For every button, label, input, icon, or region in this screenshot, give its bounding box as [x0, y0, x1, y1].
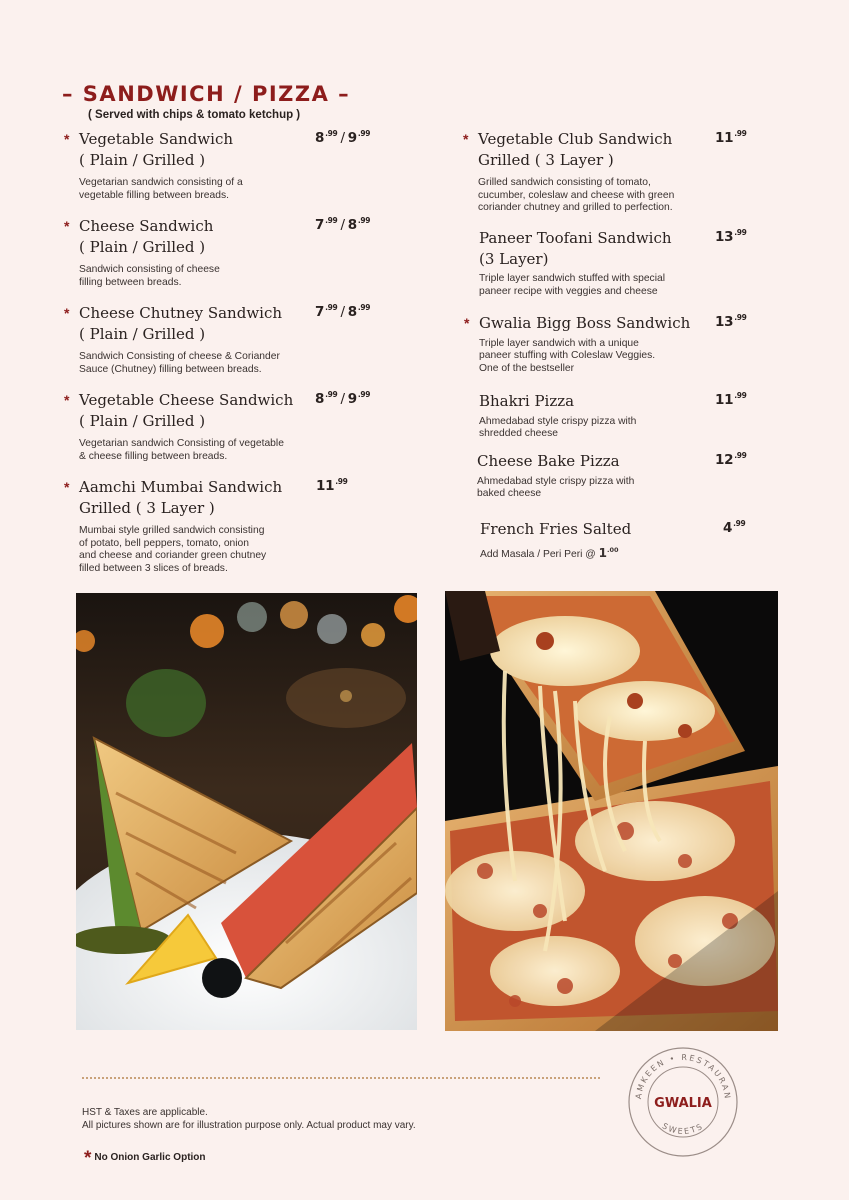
- svg-text:SWEETS: SWEETS: [660, 1121, 706, 1136]
- item-price: $11^{.99}$: [715, 391, 747, 408]
- item-description: Grilled sandwich consisting of tomato, cucumber, coleslaw and cheese with green coriander chutney and grilled to perfection.: [478, 177, 675, 214]
- pizza-photo: [445, 591, 778, 1031]
- menu-item: [463, 129, 778, 215]
- item-name: Vegetable Club Sandwich: [478, 130, 673, 148]
- no-onion-garlic-legend: * No Onion Garlic Option: [84, 1148, 206, 1169]
- item-name: Bhakri Pizza: [479, 392, 575, 410]
- svg-text:• NAMKEEN • RESTAURANT •: AMKEEN • RESTAURAN: [633, 1052, 733, 1101]
- item-description: Ahmedabad style crispy pizza with shredded cheese: [479, 415, 637, 440]
- menu-item: [64, 303, 379, 376]
- item-price: $8^{.99} / 9^{.99}$: [315, 129, 371, 146]
- item-price: $4^{.99}$: [723, 519, 746, 536]
- menu-item: [464, 313, 779, 375]
- menu-item: [64, 477, 379, 575]
- sandwich-photo: [76, 593, 417, 1030]
- item-description: Sandwich consisting of cheese filling between breads.: [79, 264, 220, 288]
- item-variant: ( Plain / Grilled ): [79, 150, 206, 169]
- item-description: Mumbai style grilled sandwich consisting of potato, bell peppers, tomato, onion and cheese and coriander green chutney filled between 3 slices of breads.: [79, 525, 267, 574]
- section-subtitle: ( Served with chips & tomato ketchup ): [88, 109, 301, 121]
- menu-item: [64, 390, 379, 463]
- section-title: – SANDWICH / PIZZA –: [62, 82, 351, 106]
- logo-seal-icon: [627, 1046, 739, 1158]
- no-onion-garlic-star-icon: *: [64, 218, 70, 234]
- item-name: Gwalia Bigg Boss Sandwich: [479, 314, 691, 332]
- item-description: Vegetarian sandwich Consisting of vegetable & cheese filling between breads.: [79, 438, 284, 462]
- item-name: Vegetable Cheese Sandwich: [79, 391, 294, 409]
- addon-price: $1^{.00}$: [598, 545, 619, 560]
- no-onion-garlic-star-icon: *: [64, 305, 70, 321]
- item-name: Cheese Sandwich: [79, 217, 214, 235]
- item-variant: (3 Layer): [479, 249, 549, 268]
- item-name: Aamchi Mumbai Sandwich: [79, 478, 283, 496]
- no-onion-garlic-star-icon: *: [463, 131, 469, 147]
- menu-item: [477, 451, 777, 501]
- item-price: $7^{.99} / 8^{.99}$: [315, 216, 371, 233]
- item-price: $13^{.99}$: [715, 313, 747, 330]
- gwalia-logo: [627, 1046, 739, 1158]
- menu-item: [479, 228, 779, 298]
- item-name: Vegetable Sandwich: [79, 130, 234, 148]
- item-name: French Fries Salted: [480, 520, 632, 538]
- tax-note: HST & Taxes are applicable.: [82, 1107, 208, 1118]
- item-price: $7^{.99} / 8^{.99}$: [315, 303, 371, 320]
- no-onion-garlic-star-icon: *: [464, 315, 470, 331]
- menu-item: [479, 391, 779, 441]
- item-description: Triple layer sandwich with a unique paneer stuffing with Coleslaw Veggies. One of the bestseller: [479, 337, 656, 374]
- star-icon: *: [84, 1148, 92, 1169]
- no-onion-garlic-star-icon: *: [64, 131, 70, 147]
- item-price: $13^{.99}$: [715, 228, 747, 245]
- menu-item: [480, 519, 780, 561]
- item-name: Cheese Bake Pizza: [477, 452, 620, 470]
- footer-notes: [82, 1107, 416, 1132]
- item-variant: ( Plain / Grilled ): [79, 237, 206, 256]
- item-variant: ( Plain / Grilled ): [79, 411, 206, 430]
- item-description: Ahmedabad style crispy pizza with baked cheese: [477, 475, 635, 500]
- item-description: Sandwich Consisting of cheese & Coriander Sauce (Chutney) filling between breads.: [79, 351, 280, 375]
- menu-item: [64, 129, 379, 202]
- item-variant: Grilled ( 3 Layer ): [79, 498, 215, 517]
- item-variant: ( Plain / Grilled ): [79, 324, 206, 343]
- item-description: Triple layer sandwich stuffed with special paneer recipe with veggies and cheese: [479, 273, 666, 297]
- item-variant: Grilled ( 3 Layer ): [478, 150, 614, 169]
- item-name: Paneer Toofani Sandwich: [479, 229, 672, 247]
- item-price: $11^{.99}$: [715, 129, 747, 146]
- illustration-note: All pictures shown are for illustration purpose only. Actual product may vary.: [82, 1119, 416, 1131]
- item-price: $11^{.99}$: [316, 477, 348, 494]
- footer-divider: [82, 1077, 600, 1079]
- item-addon: Add Masala / Peri Peri @ $1^{.00}$: [480, 545, 619, 560]
- no-onion-garlic-star-icon: *: [64, 392, 70, 408]
- no-onion-garlic-star-icon: *: [64, 479, 70, 495]
- item-description: Vegetarian sandwich consisting of a vegetable filling between breads.: [79, 177, 243, 201]
- item-price: $12^{.99}$: [715, 451, 747, 468]
- item-name: Cheese Chutney Sandwich: [79, 304, 283, 322]
- item-price: $8^{.99} / 9^{.99}$: [315, 390, 371, 407]
- menu-item: [64, 216, 379, 289]
- svg-text:GWALIA: GWALIA: [654, 1096, 712, 1111]
